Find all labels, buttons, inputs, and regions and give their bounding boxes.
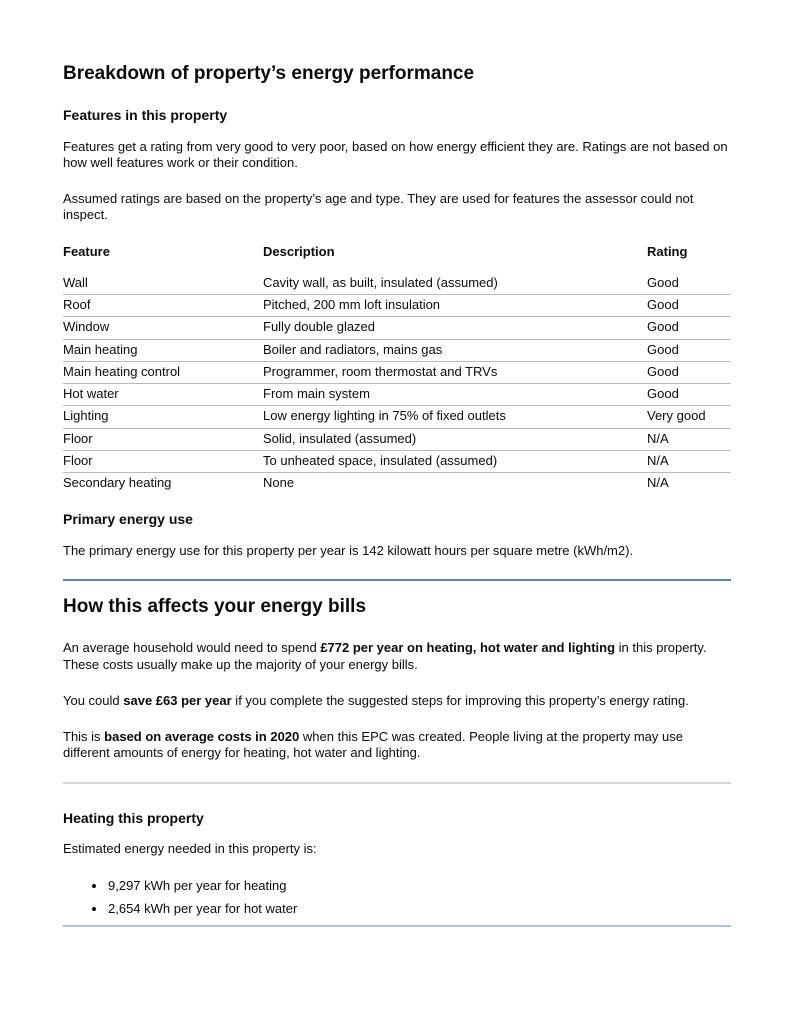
feature-cell: Main heating [63, 339, 263, 361]
description-cell: None [263, 475, 295, 491]
features-intro-paragraph: Features get a rating from very good to very poor, based on how energy efficient they are. Ratings are not based on how well features work or their condition. [63, 138, 728, 170]
feature-column-header: Feature [63, 243, 110, 259]
description-cell: From main system [263, 384, 647, 406]
breakdown-title: Breakdown of property’s energy performance [63, 63, 475, 84]
rating-cell: Good [647, 295, 731, 317]
energy-need-item: • 2,654 kWh per year for hot water [107, 901, 731, 917]
description-cell: Pitched, 200 mm loft insulation [263, 295, 647, 317]
table-row [63, 406, 731, 428]
average-cost-text-pre: An average household would need to spend [63, 640, 321, 656]
energy-need-item: • 9,297 kWh per year for heating [107, 878, 731, 894]
feature-cell: Secondary heating [63, 475, 172, 491]
energy-bills-title: How this affects your energy bills [63, 596, 367, 618]
feature-cell: Roof [63, 295, 263, 317]
primary-energy-heading: Primary energy use [63, 511, 193, 528]
savings-text-post: if you complete the suggested steps for improving this property’s energy rating. [231, 692, 689, 708]
feature-cell: Wall [63, 273, 263, 295]
rating-cell: Good [647, 361, 731, 383]
heating-property-heading: Heating this property [63, 809, 204, 826]
assumed-ratings-paragraph: Assumed ratings are based on the property’s age and type. They are used for features the assessor could not inspect. [63, 191, 694, 223]
costs-2020-bold: based on average costs in 2020 [104, 729, 300, 745]
primary-energy-paragraph: The primary energy use for this property per year is 142 kilowatt hours per square metre (kWh/m2). [63, 543, 634, 559]
savings-text-pre: You could [63, 692, 124, 708]
savings-paragraph [63, 693, 731, 709]
average-cost-text-post: in this property. These costs usually make up the majority of your energy bills. [63, 640, 707, 672]
features-table-header [63, 244, 731, 273]
description-cell: Low energy lighting in 75% of fixed outlets [263, 406, 647, 428]
average-cost-paragraph [63, 640, 731, 673]
description-column-header: Description [263, 243, 335, 259]
cost-per-year-bold: £772 per year on heating, hot water and lighting [320, 640, 616, 656]
table-row [63, 361, 731, 383]
section-divider-blue [63, 579, 731, 581]
description-cell: Cavity wall, as built, insulated (assumed) [263, 273, 647, 295]
feature-cell: Floor [63, 450, 263, 472]
rating-cell: N/A [647, 450, 731, 472]
feature-cell: Window [63, 317, 263, 339]
bottom-divider-blue [63, 925, 731, 927]
rating-cell: N/A [647, 475, 669, 491]
rating-cell: Good [647, 273, 731, 295]
rating-cell: N/A [647, 428, 731, 450]
rating-cell: Good [647, 384, 731, 406]
table-row [63, 450, 731, 472]
description-cell: Boiler and radiators, mains gas [263, 339, 647, 361]
description-cell: Fully double glazed [263, 317, 647, 339]
feature-cell: Floor [63, 428, 263, 450]
features-table-body [63, 273, 731, 495]
energy-needs-list [63, 878, 731, 918]
features-heading: Features in this property [63, 106, 228, 123]
feature-cell: Lighting [63, 406, 263, 428]
description-cell: Programmer, room thermostat and TRVs [263, 361, 647, 383]
feature-cell: Hot water [63, 384, 263, 406]
feature-cell: Main heating control [63, 361, 263, 383]
features-table [63, 244, 731, 495]
section-divider-gray [63, 782, 731, 784]
rating-cell: Good [647, 339, 731, 361]
rating-cell: Very good [647, 406, 731, 428]
table-row [63, 339, 731, 361]
average-costs-2020-paragraph [63, 729, 731, 762]
savings-bold: save £63 per year [123, 692, 232, 708]
table-row [63, 473, 731, 495]
rating-cell: Good [647, 317, 731, 339]
table-row [63, 295, 731, 317]
costs-2020-text-pre: This is [63, 729, 105, 745]
rating-column-header: Rating [647, 243, 688, 259]
table-row [63, 428, 731, 450]
table-row [63, 273, 731, 295]
costs-2020-text-post: when this EPC was created. People living at the property may use different amounts of energy for heating, hot water and lighting. [63, 729, 683, 761]
table-header-row [63, 244, 731, 273]
estimated-energy-intro: Estimated energy needed in this property is: [63, 841, 317, 857]
table-row [63, 317, 731, 339]
description-cell: To unheated space, insulated (assumed) [263, 450, 647, 472]
description-cell: Solid, insulated (assumed) [263, 428, 647, 450]
table-row [63, 384, 731, 406]
